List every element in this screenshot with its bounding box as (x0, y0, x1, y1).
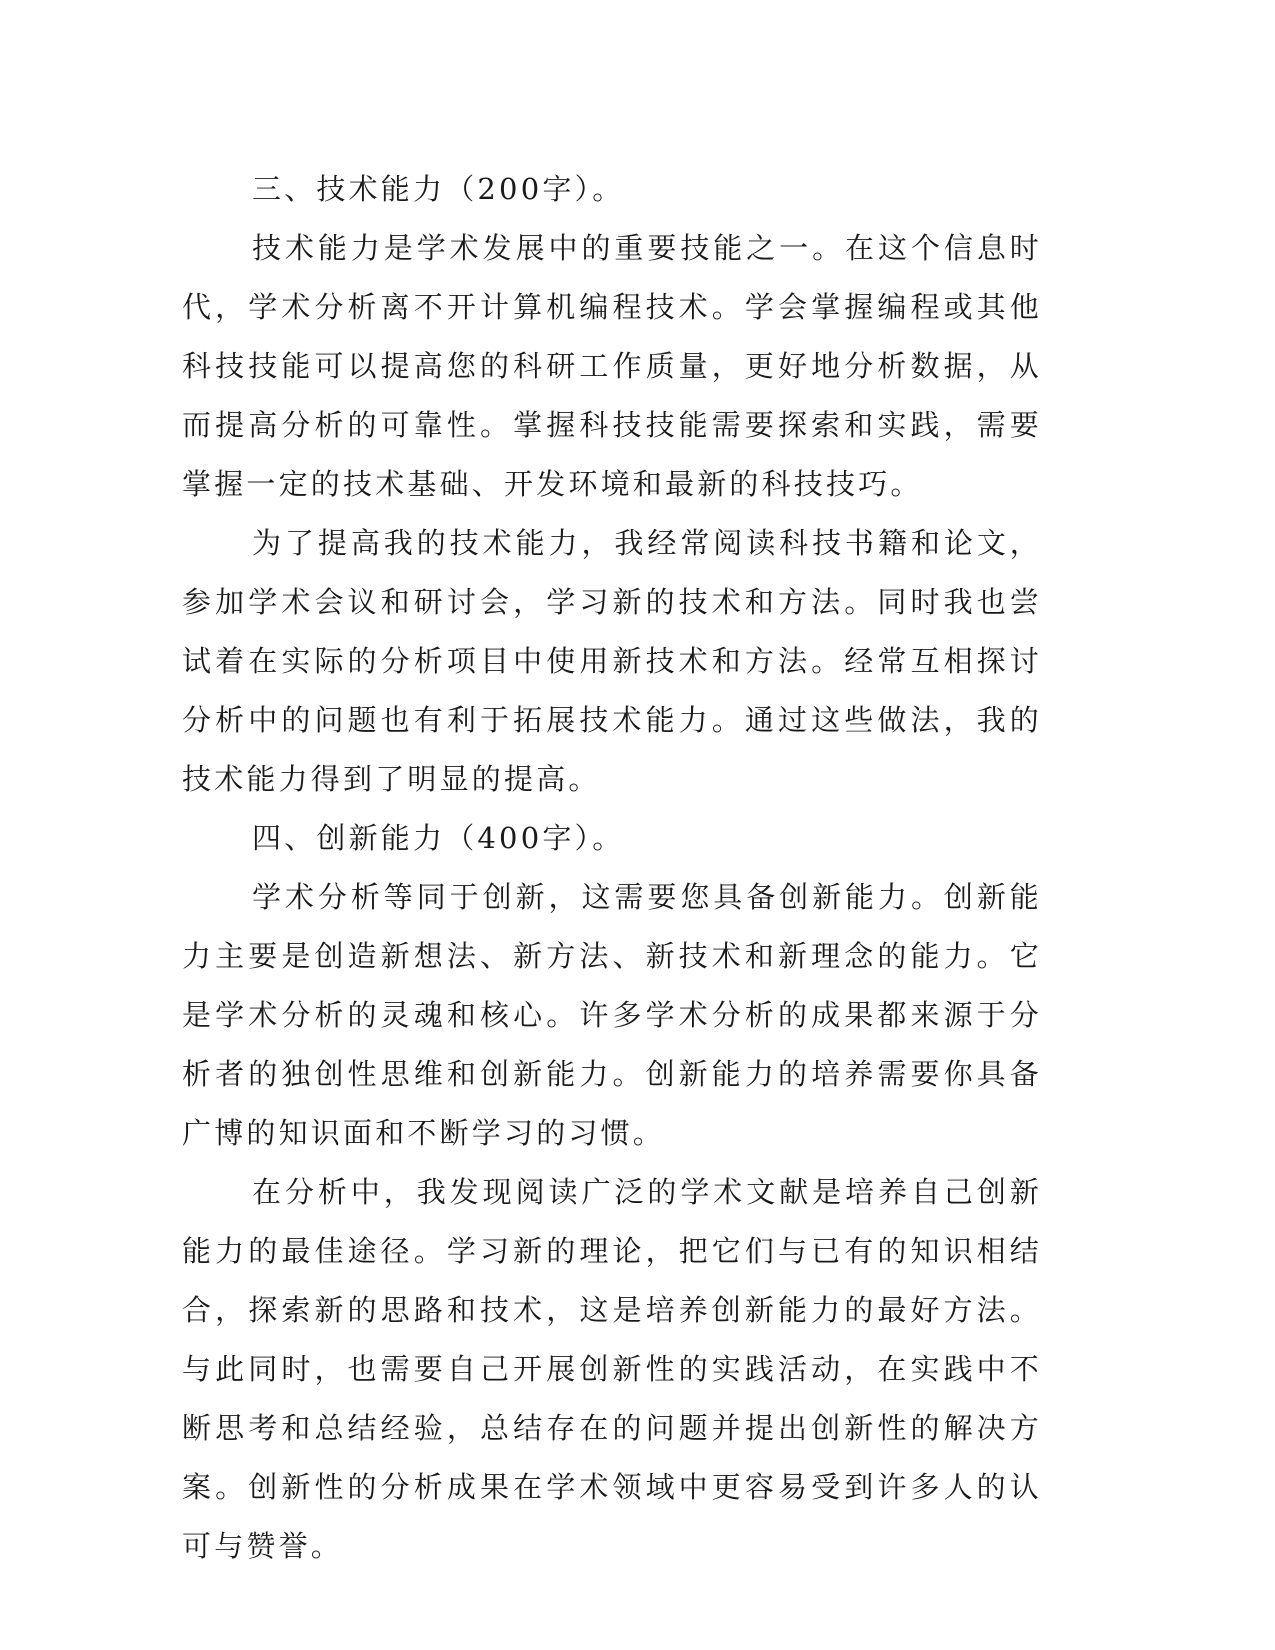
section-heading-technical-ability: 三、技术能力（200字）。 (252, 172, 625, 206)
paragraph: 学术分析等同于创新，这需要您具备创新能力。创新能力主要是创造新想法、新方法、新技术和新理念的能力。它是学术分析的灵魂和核心。许多学术分析的成果都来源于分析者的独创性思维和创新能力。创新能力的培养需要你具备广博的知识面和不断学习的习惯。 (182, 880, 1042, 1150)
paragraph: 在分析中，我发现阅读广泛的学术文献是培养自己创新能力的最佳途径。学习新的理论，把它们与已有的知识相结合，探索新的思路和技术，这是培养创新能力的最好方法。与此同时，也需要自己开展创新性的实践活动，在实践中不断思考和总结经验，总结存在的问题并提出创新性的解决方案。创新性的分析成果在学术领域中更容易受到许多人的认可与赞誉。 (182, 1175, 1042, 1563)
paragraph: 技术能力是学术发展中的重要技能之一。在这个信息时代，学术分析离不开计算机编程技术。学会掌握编程或其他科技技能可以提高您的科研工作质量，更好地分析数据，从而提高分析的可靠性。掌握科技技能需要探索和实践，需要掌握一定的技术基础、开发环境和最新的科技技巧。 (182, 231, 1042, 501)
document-body (182, 160, 1042, 1576)
paragraph: 为了提高我的技术能力，我经常阅读科技书籍和论文，参加学术会议和研讨会，学习新的技术和方法。同时我也尝试着在实际的分析项目中使用新技术和方法。经常互相探讨分析中的问题也有利于拓展技术能力。通过这些做法，我的技术能力得到了明显的提高。 (182, 526, 1042, 796)
section-heading-innovation-ability: 四、创新能力（400字）。 (252, 821, 625, 855)
